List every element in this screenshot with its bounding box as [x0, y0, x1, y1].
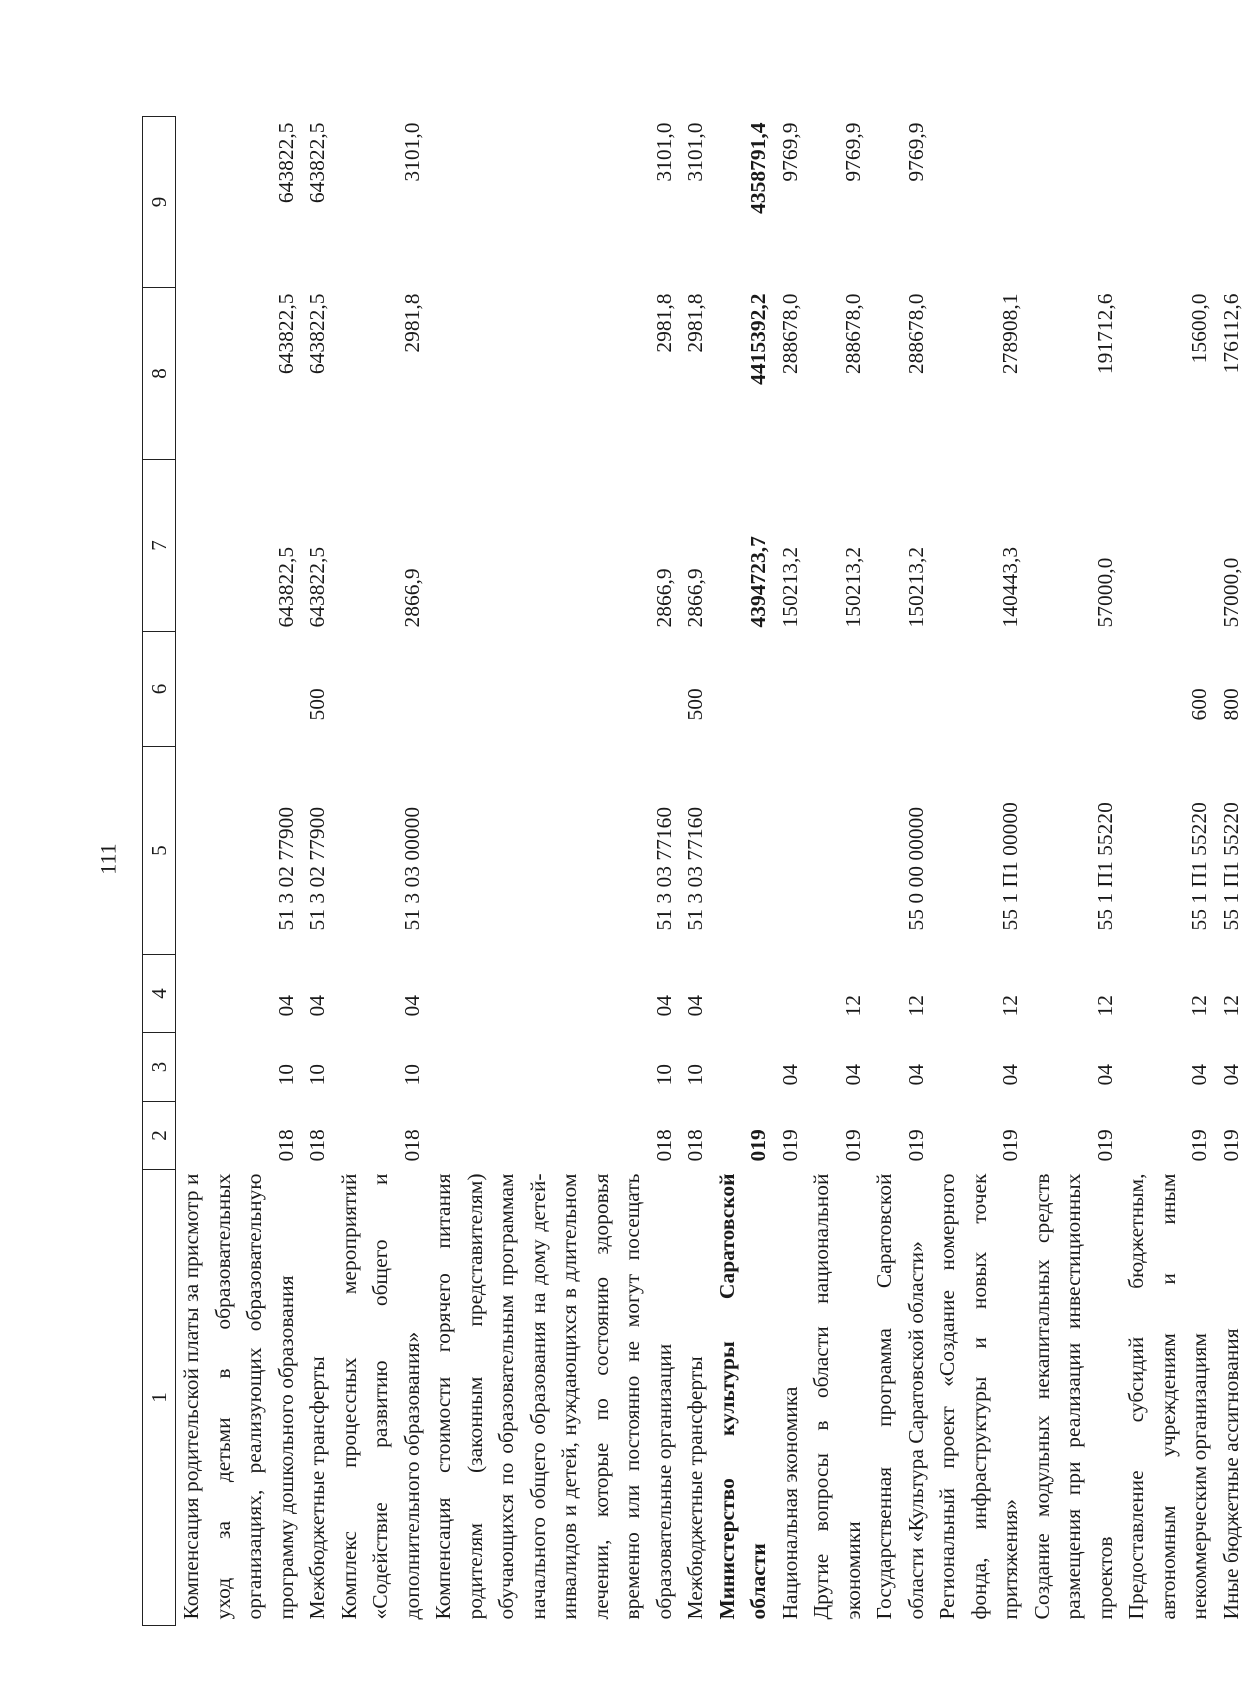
amount-year2-cell: 288678,0 — [840, 293, 865, 375]
section-code-cell: 10 — [683, 1064, 707, 1086]
amount-year3-cell — [932, 117, 1027, 288]
section-code-cell: 04 — [903, 1064, 928, 1086]
department-code-cell: 019 — [777, 1129, 802, 1162]
table-row — [806, 117, 869, 1626]
subsection-code-cell: 12 — [998, 995, 1022, 1017]
amount-year1-cell: 140443,3 — [998, 546, 1022, 628]
amount-year2-cell: 15600,0 — [1187, 293, 1211, 364]
column-header: 8 — [143, 288, 176, 460]
department-code-cell: 019 — [1092, 1129, 1117, 1162]
amount-year1-cell: 150213,2 — [777, 546, 802, 628]
amount-year3-cell: 9769,9 — [903, 122, 928, 182]
department-code-cell: 019 — [746, 1129, 770, 1162]
amount-year1-cell: 643822,5 — [273, 546, 298, 628]
table-row — [334, 117, 429, 1626]
row-name-cell: Межбюджетные трансферты — [683, 1356, 707, 1620]
column-header: 1 — [143, 1170, 176, 1626]
expense-type-cell — [932, 632, 1027, 747]
row-name-cell: Региональный проект «Создание номерного фонда, инфраструктуры и новых точек притяжения» — [935, 1173, 1022, 1620]
department-code-cell: 018 — [273, 1129, 298, 1162]
subsection-code-cell — [712, 955, 775, 1033]
amount-year1-cell: 2866,9 — [683, 568, 707, 628]
target-item-cell: 55 0 00 00000 — [903, 806, 928, 931]
subsection-code-cell: 12 — [903, 995, 928, 1017]
target-item-cell: 51 3 02 77900 — [305, 806, 329, 931]
amount-year2-cell: 288678,0 — [777, 293, 802, 375]
subsection-code-cell: 04 — [305, 995, 329, 1017]
expense-type-cell — [775, 632, 807, 747]
target-item-cell: 55 1 П1 00000 — [998, 802, 1022, 931]
subsection-code-cell — [775, 955, 807, 1033]
section-code-cell — [712, 1033, 775, 1102]
section-code-cell: 04 — [1218, 1064, 1243, 1086]
expense-type-cell — [1027, 632, 1122, 747]
expense-type-cell — [869, 632, 932, 747]
amount-year2-cell: 643822,5 — [273, 293, 298, 375]
subsection-code-cell: 04 — [399, 995, 424, 1017]
expense-type-cell — [806, 632, 869, 747]
amount-year3-cell: 3101,0 — [683, 122, 707, 182]
amount-year2-cell: 2981,8 — [651, 293, 676, 353]
amount-year2-cell: 278908,1 — [998, 293, 1022, 375]
column-header: 5 — [143, 747, 176, 955]
expense-type-cell: 500 — [305, 688, 329, 721]
row-name-cell: Создание модульных некапитальных средств размещения при реализации инвестиционных проектов — [1029, 1173, 1117, 1620]
department-code-cell: 018 — [651, 1129, 676, 1162]
expense-type-cell: 600 — [1187, 688, 1211, 721]
department-code-cell: 019 — [1187, 1129, 1211, 1162]
amount-year2-cell: 643822,5 — [305, 293, 329, 375]
table-row — [712, 117, 775, 1626]
target-item-cell — [712, 747, 775, 955]
amount-year1-cell: 57000,0 — [1092, 557, 1117, 628]
row-name-cell: Компенсация стоимости горячего питания родителям (законным представителям) обучающихся по образовательным программам начального общего образования на дому детей-инвалидов и детей, нуждающихся в длительном лечении, которые по состоянию здоровья временно или постоянно не могут посещать образовательные организации — [431, 1173, 676, 1620]
section-code-cell: 10 — [305, 1064, 329, 1086]
section-code-cell: 10 — [273, 1064, 298, 1086]
column-header: 9 — [143, 117, 176, 288]
subsection-code-cell: 04 — [683, 995, 707, 1017]
table-row — [428, 117, 680, 1626]
subsection-code-cell: 04 — [273, 995, 298, 1017]
page-number: 111 — [95, 843, 121, 875]
target-item-cell: 51 3 03 77160 — [683, 806, 707, 931]
expense-type-cell — [176, 632, 303, 747]
amount-year3-cell — [1027, 117, 1122, 288]
amount-year1-cell: 150213,2 — [903, 546, 928, 628]
column-header: 6 — [143, 632, 176, 747]
budget-table — [142, 116, 1247, 1626]
amount-year3-cell: 9769,9 — [777, 122, 802, 182]
amount-year2-cell: 2981,8 — [399, 293, 424, 353]
section-code-cell: 04 — [1092, 1064, 1117, 1086]
table-row — [176, 117, 303, 1626]
row-name-cell: Иные бюджетные ассигнования — [1218, 1328, 1243, 1620]
section-code-cell: 04 — [777, 1064, 802, 1086]
subsection-code-cell: 12 — [1218, 995, 1243, 1017]
department-code-cell: 018 — [683, 1129, 707, 1162]
section-code-cell: 04 — [998, 1064, 1022, 1086]
target-item-cell: 51 3 03 77160 — [651, 806, 676, 931]
table-row — [302, 117, 334, 1626]
amount-year3-cell: 3101,0 — [651, 122, 676, 182]
amount-year3-cell: 3101,0 — [399, 122, 424, 182]
row-name-cell: Компенсация родительской платы за присмотр и уход за детьми в образовательных организациях, реализующих образовательную программу дошкольного образования — [179, 1173, 298, 1620]
amount-year3-cell — [1121, 117, 1216, 288]
header-row — [143, 117, 176, 1626]
department-code-cell: 018 — [305, 1129, 329, 1162]
section-code-cell: 04 — [840, 1064, 865, 1086]
department-code-cell: 019 — [903, 1129, 928, 1162]
target-item-cell — [775, 747, 807, 955]
column-header: 2 — [143, 1102, 176, 1170]
amount-year2-cell: 288678,0 — [903, 293, 928, 375]
row-name-cell: Другие вопросы в области национальной экономики — [809, 1173, 865, 1620]
target-item-cell: 51 3 02 77900 — [273, 806, 298, 931]
department-code-cell: 019 — [1218, 1129, 1243, 1162]
subsection-code-cell: 12 — [1092, 995, 1117, 1017]
table-row — [1027, 117, 1122, 1626]
amount-year1-cell: 643822,5 — [305, 546, 329, 628]
department-code-cell: 018 — [399, 1129, 424, 1162]
amount-year2-cell: 176112,6 — [1218, 293, 1243, 374]
target-item-cell: 55 1 П1 55220 — [1092, 802, 1117, 931]
amount-year1-cell: 4394723,7 — [746, 536, 770, 628]
row-name-cell: Государственная программа Саратовской области «Культура Саратовской области» — [872, 1173, 928, 1620]
amount-year1-cell: 150213,2 — [840, 546, 865, 628]
table-row — [1121, 117, 1216, 1626]
row-name-cell: Национальная экономика — [777, 1386, 802, 1620]
amount-year3-cell — [1216, 117, 1247, 288]
expense-type-cell: 500 — [683, 688, 707, 721]
column-header: 4 — [143, 955, 176, 1033]
expense-type-cell — [712, 632, 775, 747]
amount-year3-cell: 4358791,4 — [746, 122, 770, 214]
section-code-cell: 10 — [399, 1064, 424, 1086]
row-name-cell: Межбюджетные трансферты — [305, 1356, 329, 1620]
amount-year1-cell — [1121, 460, 1216, 632]
table-row — [1216, 117, 1247, 1626]
subsection-code-cell: 04 — [651, 995, 676, 1017]
amount-year3-cell: 9769,9 — [840, 122, 865, 182]
table-body — [176, 117, 1247, 1626]
table-row — [680, 117, 712, 1626]
target-item-cell — [806, 747, 869, 955]
table-row — [869, 117, 932, 1626]
expense-type-cell — [428, 632, 680, 747]
target-item-cell: 55 1 П1 55220 — [1218, 802, 1243, 931]
section-code-cell: 10 — [651, 1064, 676, 1086]
section-code-cell: 04 — [1187, 1064, 1211, 1086]
target-item-cell: 55 1 П1 55220 — [1187, 802, 1211, 931]
expense-type-cell — [334, 632, 429, 747]
column-header: 7 — [143, 460, 176, 632]
column-header: 3 — [143, 1033, 176, 1102]
expense-type-cell: 800 — [1218, 688, 1243, 721]
amount-year2-cell: 191712,6 — [1092, 293, 1117, 375]
row-name-cell: Министерство культуры Саратовской области — [714, 1173, 770, 1620]
row-name-cell: Комплекс процессных мероприятий «Содействие развитию общего и дополнительного образования» — [336, 1173, 424, 1620]
row-name-cell: Предоставление субсидий бюджетным, автономным учреждениям и иным некоммерческим организациям — [1124, 1173, 1211, 1620]
amount-year1-cell: 2866,9 — [651, 568, 676, 628]
target-item-cell: 51 3 03 00000 — [399, 806, 424, 931]
table-row — [775, 117, 807, 1626]
amount-year1-cell: 2866,9 — [399, 568, 424, 628]
rotated-page-content — [142, 71, 1243, 1626]
amount-year3-cell: 643822,5 — [305, 122, 329, 204]
table-row — [932, 117, 1027, 1626]
department-code-cell: 019 — [840, 1129, 865, 1162]
subsection-code-cell: 12 — [840, 995, 865, 1017]
amount-year2-cell: 4415392,2 — [746, 293, 770, 385]
amount-year1-cell: 57000,0 — [1218, 557, 1243, 628]
amount-year2-cell: 2981,8 — [683, 293, 707, 353]
amount-year3-cell: 643822,5 — [273, 122, 298, 204]
department-code-cell: 019 — [998, 1129, 1022, 1162]
subsection-code-cell: 12 — [1187, 995, 1211, 1017]
